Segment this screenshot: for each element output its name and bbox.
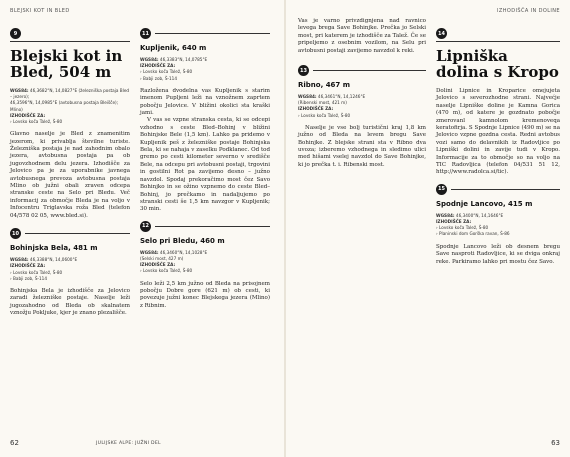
left-column-1 (10, 28, 130, 318)
divider (10, 41, 130, 42)
left-column-2 (140, 28, 270, 310)
start-item: › Lovsko koča Talež, Š-80 (140, 268, 193, 274)
start-item: › Lovsko koča Talež, Š-80 (140, 69, 193, 75)
entry-title: Ribno, 467 m (298, 81, 351, 90)
coordinates: WGS84: 46,3461°N, 14,1246°E (Ribenski most, 421 m) IZHODIŠČE ZA: › Lovsko koča Talež, Š-80 (298, 94, 366, 118)
coordinates: WGS84: 46,3460°N, 14,1028°E (Selski most, 427 m) IZHODIŠČE ZA: › Lovsko koča Talež, Š-80 (140, 249, 208, 274)
entry-text: Selo leži 2,5 km južno od Bleda na prisojnem pobočju Dobre gore (621 m) ob cesti, ki povezuje južni konec Blejskega jezera (Mlino) z Ribnim. (140, 280, 270, 309)
right-column-2 (436, 28, 560, 266)
section-header-12 (140, 221, 270, 232)
start-item: › Planinski dom Gorška ravan, Š-86 (436, 231, 510, 237)
page-number-right: 63 (551, 439, 560, 447)
entry-title: Spodnje Lancovo, 415 m (436, 199, 533, 208)
section-header-13 (298, 65, 426, 76)
entry-title: Kupljenik, 640 m (140, 44, 207, 52)
page-number-left: 62 (10, 439, 19, 447)
section-header-11 (140, 28, 270, 39)
start-item: › Babji zob, Š-114 (140, 75, 178, 81)
running-head-right: IZHODIŠČA IN DOLINE (497, 8, 560, 14)
entry-text: Naselje je vse bolj turistični kraj 1,8 km južno od Bleda na levem bregu Save Bohinjke. Z blejske strani sta v Ribno dva uvoza; izberemo vzhodnega in sledimo ulici med hišami vselej navzdol do Save Bohinjke, ki jo prečka t. i. Ribenski most. (298, 124, 426, 168)
entry-title: Blejski kot in Bled, 504 m (10, 47, 123, 81)
start-item: › Babji zob, Š-114 (10, 275, 48, 281)
coordinates: WGS84: 46,3383°N, 14,0785°E IZHODIŠČE ZA: › Lovsko koča Talež, Š-80 › Babji zob, Š-114 (140, 57, 208, 81)
running-foot: JULIJSKE ALPE: JUŽNI DEL (96, 441, 161, 446)
entry-title: Bohinjska Bela, 481 m (10, 244, 98, 253)
right-column-1 (298, 18, 426, 169)
entry-title: Selo pri Bledu, 460 m (140, 236, 225, 245)
start-item: › Lovsko koča Talež, Š-80 (10, 119, 63, 125)
coordinates: WGS84: 46,3400°N, 14,1646°E IZHODIŠČE ZA: › Lovsko koča Talež, Š-80 › Planinski dom Gorška ravan, Š-86 (436, 212, 510, 237)
entry-number-badge: 10 (10, 228, 21, 239)
start-item: › Lovsko koča Talež, Š-80 (436, 225, 489, 231)
entry-text: Dolini Lipnice in Kroparice omejujeta Jelovico s severozhodne strani. Najvećje naselje Lipniške doline je Kamna Gorica (470 m), od katere je gozdnato pobočje zmerovanl kamnolom kremenoveqa keratofirja. S Spodnje Lipnice (490 m) se na Jelovico vzpne gozdna cesta. Redni avtobus vozi samo do delavnikih iz Radovljice po Lipniški dolini in zavije tudi v Kropo. Informacije za to območje so na voljo na TIC Radovljica (telefon 04/531 51 12, http://www.radolca.si/tic). (436, 88, 560, 176)
coordinates: WGS84: 46,3682°N, 14,0827°E (železniška postaja Bled – jezero); 46,3596°N, 14,0985°E (avtobusna postaja Bleišče); Mlino) IZHODIŠČE ZA: › Lovsko koča Talež, Š-80 (10, 88, 130, 125)
entry-text: Bohinjska Bela je izhodišče za Jelovico zaradi železniške postaje. Naselje leži jugozahodno od Bleda ob skalnatem vznožju Pokljuke, kjer je znano plezališče. (10, 287, 130, 317)
entry-text: Glavno naselje je Bled z znamenitim jezerom, ki privablja številne turiste. Železniška postaja je nad zahodnim obalo jezera, avtobusna postaja pa ob jugovzhodnem delu jezera. Izhodišče za Jelovico pa je za uporabnike javnega avtobusnega prevoza avtobusna postaja Mlino ob južni obali zraven odcepa stranske ceste na Selo pri Bledu. Več informacij za območje Bleda je na voljo v Infocentru Triglavska roža Bled (telefon 04/578 02 05, www.bled.si). (10, 131, 130, 219)
entry-number-badge: 9 (10, 28, 21, 39)
coordinates: WGS84: 46,3388°N, 14,0600°E IZHODIŠČE ZA: › Lovsko koča Talež, Š-80 › Babji zob, Š-114 (10, 257, 78, 281)
right-page (286, 0, 570, 457)
section-header-10 (10, 228, 130, 239)
entry-number-badge: 15 (436, 184, 447, 195)
entry-text: Vas je varno privzdignjena nad ravnico levega brega Save Bohinjke. Prečka jo Selski most, pri katerem je izhodišče za Talež. Če se pripeljemo z osebnim vozilom, na Selu pri avtobusni postaji zavijemo navzdol k reki. (298, 18, 426, 54)
entry-title: Lipniška dolina s Kropo (436, 47, 559, 81)
entry-number-badge: 14 (436, 28, 447, 39)
section-header-15 (436, 184, 560, 195)
entry-number-badge: 11 (140, 28, 151, 39)
entry-text: V vas se vzpne stranska cesta, ki se odcepi vzhodno s ceste Bled–Bohinj v bližini Bohinjske Bele (1,5 km). Lahko pa pridemo v Kupljenik peš z železniške postaje Bohinjska Bela, ki se nahaja v zaselku Podklanec. Od tod gremo po cesti kilometer severno v središče Bele, na odcepu pri avtobusni postaji, trgovini in gostilni Rot pa zavijemo desno – južno navzdol. Spodaj prekoračimo most čez Savo Bohinjko in se ožino vzpnemo do ceste Bled–Bohinj, jo prečkamo in nadaljujemo po stranski cesti še 1,5 km navzgor v Kupljenik; 30 min. (140, 117, 270, 213)
running-head-left: BLEJSKI KOT IN BLED (10, 8, 70, 14)
start-item: › Lovsko koča Talež, Š-80 (10, 269, 63, 275)
entry-number-badge: 12 (140, 221, 151, 232)
entry-number-badge: 13 (298, 65, 309, 76)
entry-text: Razložena dvodelna vas Kupljenik s starim imenom Pupljeni leži na vznožnem zaprtem pobočju Jelovice. V bližini okolici sta kraški jami. (140, 87, 270, 117)
left-page (0, 0, 284, 457)
entry-text: Spodnje Lancovo leži ob desnem bregu Save nasproti Radovljice, ki se dviga onkraj reke. Parkiramo lahko pri mostu čez Savo. (436, 243, 560, 265)
start-item: › Lovsko koča Talež, Š-80 (298, 112, 351, 118)
divider (436, 41, 560, 42)
